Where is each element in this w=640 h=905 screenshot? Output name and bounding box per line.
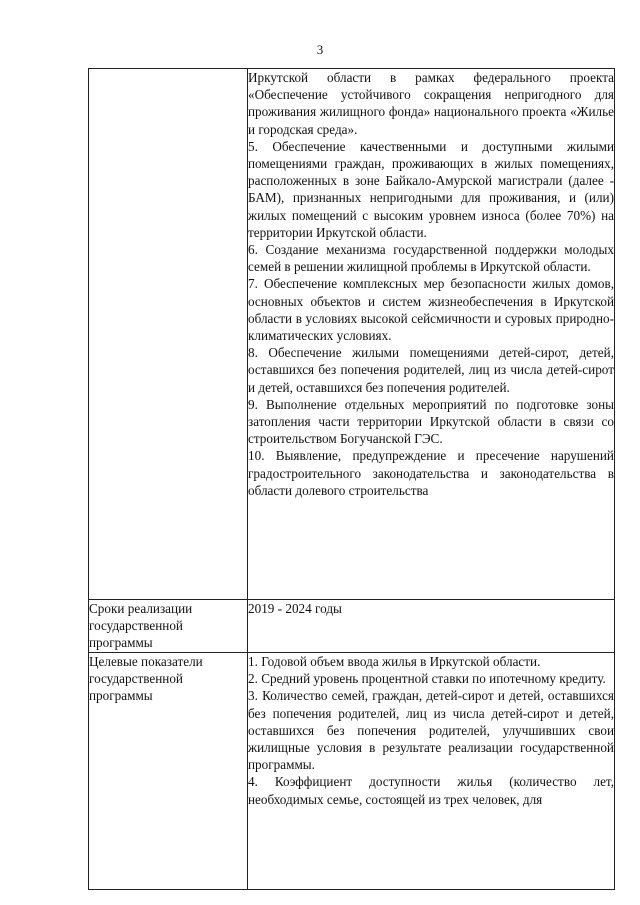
row-label: Сроки реализации государственной программы: [89, 600, 248, 653]
paragraph: 6. Создание механизма государственной поддержки молодых семей в решении жилищной проблемы в Иркутской области.: [248, 242, 614, 275]
row-content: [248, 69, 615, 600]
paragraph: 7. Обеспечение комплексных мер безопасности жилых домов, основных объектов и систем жизнеобеспечения в Иркутской области в условиях высокой сейсмичности и суровых природно-климатических условиях.: [248, 276, 614, 344]
row-label: Целевые показатели государственной программы: [89, 653, 248, 890]
paragraph: 1. Годовой объем ввода жилья в Иркутской области.: [248, 654, 541, 669]
paragraph: 10. Выявление, предупреждение и пресечение нарушений градостроительного законодательства и законодательства в области долевого строительства: [248, 448, 614, 498]
row-label: [89, 69, 248, 600]
paragraph: Иркутской области в рамках федерального проекта «Обеспечение устойчивого сокращения непригодного для проживания жилищного фонда» национального проекта «Жилье и городская среда».: [248, 70, 614, 137]
table-row: [89, 653, 615, 890]
paragraph: 2. Средний уровень процентной ставки по ипотечному кредиту.: [248, 671, 606, 687]
row-content: [248, 600, 615, 653]
row-content: [248, 653, 615, 890]
paragraph: 4. Коэффициент доступности жилья (количество лет, необходимых семье, состоящей из трех человек, для: [248, 774, 614, 807]
program-passport-table: [88, 68, 615, 890]
paragraph: 8. Обеспечение жилыми помещениями детей-сирот, детей, оставшихся без попечения родителей, лиц из числа детей-сирот и детей, оставшихся без попечения родителей.: [248, 345, 614, 395]
paragraph: 5. Обеспечение качественными и доступными жилыми помещениями граждан, проживающих в жилых помещениях, расположенных в зоне Байкало-Амурской магистрали (далее - БАМ), признанных непригодными для проживания, и (или) жилых помещений с высоким уровнем износа (более 70%) на территории Иркутской области.: [248, 138, 614, 240]
table-row: [89, 69, 615, 600]
paragraph: 9. Выполнение отдельных мероприятий по подготовке зоны затопления части территории Иркутской области в связи со строительством Богучанской ГЭС.: [248, 396, 614, 447]
page-number: 3: [316, 42, 324, 57]
paragraph: 3. Количество семей, граждан, детей-сирот и детей, оставшихся без попечения родителей, лиц из числа детей-сирот и детей, оставшихся без попечения родителей, улучшивших свои жилищные условия в результате реализации государственной программы.: [248, 688, 614, 773]
table-row: [89, 600, 615, 653]
paragraph: 2019 - 2024 годы: [248, 601, 342, 616]
